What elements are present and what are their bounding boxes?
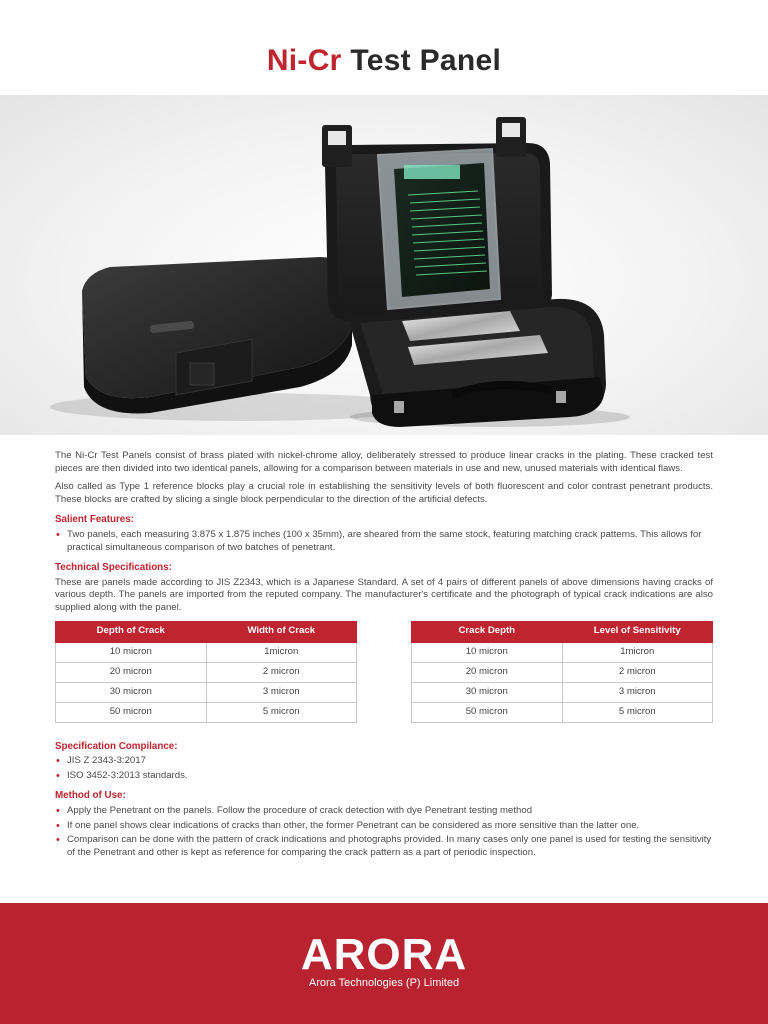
table-cell: 20 micron [56, 662, 207, 682]
table-row [412, 642, 713, 662]
table-cell: 5 micron [206, 702, 357, 722]
spec-tables [55, 621, 713, 733]
table-cell: 1micron [206, 642, 357, 662]
title-rest: Test Panel [350, 44, 502, 77]
method-list [55, 805, 713, 859]
tech-paragraph: These are panels made according to JIS Z2343, which is a Japanese Standard. A set of 4 pairs of different panels of above dimensions having cracks of various depth. The panels are imported from the reputed company. The manufacturer's certificate and the photograph of typical crack indications are also supplied along with the panel. [55, 576, 713, 613]
footer-band [0, 903, 768, 1024]
intro-paragraph-1: The Ni-Cr Test Panels consist of brass plated with nickel-chrome alloy, deliberately stressed to produce linear cracks in the plating. These cracked test pieces are then divided into two identical panels, allowing for a comparison between materials in use and new, unused materials with identical flaws. [55, 450, 713, 474]
tech-heading: Technical Specifications: [55, 562, 172, 574]
table-cell: 50 micron [56, 702, 207, 722]
table-row [56, 662, 357, 682]
table-cell: 3 micron [206, 682, 357, 702]
table-row [412, 682, 713, 702]
page-title [0, 44, 768, 78]
table-cell: 30 micron [412, 682, 563, 702]
table-cell: 20 micron [412, 662, 563, 682]
table-cell: 10 micron [412, 642, 563, 662]
table-cell: 30 micron [56, 682, 207, 702]
list-item: • Comparison can be done with the pattern of crack indications and photographs provided. In many cases only one panel is used for testing the sensitivity of the Penetrant and other is kept as reference for comparing the crack pattern as a part of periodic inspection. [55, 834, 713, 859]
table-cell: 2 micron [562, 662, 713, 682]
list-item: • ISO 3452-3:2013 standards. [55, 770, 713, 783]
logo-wordmark: ARORA [300, 930, 468, 979]
table-row [56, 682, 357, 702]
company-logo [0, 930, 768, 979]
company-name: Arora Technologies (P) Limited [308, 977, 460, 989]
list-item: • JIS Z 2343-3:2017 [55, 755, 713, 768]
table-cell: 2 micron [206, 662, 357, 682]
list-item: • If one panel shows clear indications of cracks than other, the former Penetrant can be considered as more sensitive than the latter one. [55, 820, 713, 833]
list-item: • Apply the Penetrant on the panels. Follow the procedure of crack detection with dye Penetrant testing method [55, 805, 713, 818]
closed-case [82, 257, 352, 413]
crack-width-table [55, 621, 357, 723]
table-cell: 5 micron [562, 702, 713, 722]
salient-list [55, 529, 713, 554]
table-row [412, 662, 713, 682]
compliance-heading: Specification Compilance: [55, 740, 178, 752]
sensitivity-table [411, 621, 713, 723]
table-header: Width of Crack [206, 621, 357, 642]
title-accent: Ni-Cr [266, 44, 342, 77]
table-cell: 1micron [562, 642, 713, 662]
salient-heading: Salient Features: [55, 514, 134, 526]
main-content [55, 450, 713, 861]
table-row [56, 702, 357, 722]
table-cell: 50 micron [412, 702, 563, 722]
table-cell: 10 micron [56, 642, 207, 662]
list-item: • Two panels, each measuring 3.875 x 1.875 inches (100 x 35mm), are sheared from the same stock, featuring matching crack patterns. This allows for practical simultaneous comparison of two batches of penetrant. [55, 529, 713, 554]
open-case [322, 117, 606, 427]
table-cell: 3 micron [562, 682, 713, 702]
product-photo [0, 95, 768, 435]
table-header: Crack Depth [412, 621, 563, 642]
compliance-list [55, 755, 713, 782]
table-header: Level of Sensitivity [562, 621, 713, 642]
intro-paragraph-2: Also called as Type 1 reference blocks play a crucial role in establishing the sensitivity levels of both fluorescent and color contrast penetrant products. These blocks are crafted by slicing a single block perpendicular to the direction of the artificial defects. [55, 481, 713, 505]
table-header: Depth of Crack [56, 621, 207, 642]
table-row [56, 642, 357, 662]
method-heading: Method of Use: [55, 790, 126, 802]
table-row [412, 702, 713, 722]
